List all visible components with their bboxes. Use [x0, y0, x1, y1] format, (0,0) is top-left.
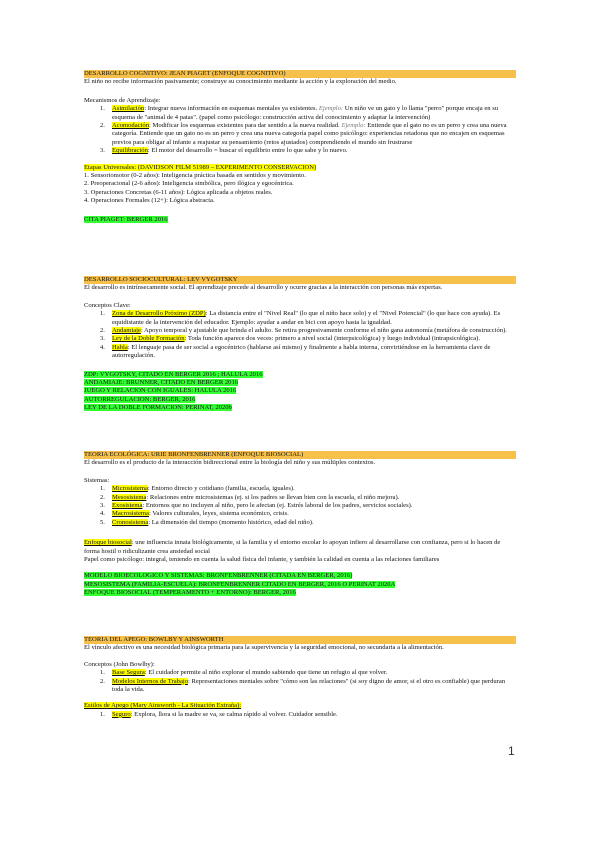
list-item: 3. Ley de la Doble Formación: Toda función aparece dos veces: primero a nivel social (interpsicológica) y luego individual (intrapsicológica).	[100, 335, 481, 343]
term: Seguro	[112, 710, 131, 718]
mechanisms-label: Mecanismos de Aprendizaje:	[84, 96, 161, 104]
role-paragraph: Papel como psicólogo: integral, teniendo en cuenta la salud física del infante, y también la calidad en cuenta a las relaciones familiares	[84, 556, 440, 564]
page-number: 1	[508, 744, 515, 758]
list-item: 4. Habla: El lenguaje pasa de ser social a egocéntrico (hablarse así mismo) y finalmente a habla interna, convirtiéndose en la herramienta clave de autorregulación.	[100, 343, 491, 360]
citation: ANDAMIAJE: BRUNNER, CITADO EN BERGER 2016	[84, 379, 239, 387]
stages-title: Etapas Universales: (DAVIDSON FILM 51989 – EXPERIMENTO CONSERVACION)	[84, 163, 317, 171]
citation: MESOSISTEMA (FAMILIA-ESCUELA): BRONFENBRENNER CITADO EN BERGER, 2016 O PERINAT 2020A	[84, 580, 396, 588]
systems-label: Sistemas:	[84, 476, 110, 484]
section-title: DESARROLLO SOCIOCULTURAL: LEV VYGOTSKY	[84, 276, 516, 284]
systems-list	[84, 485, 516, 527]
stage-item: 1. Sensoriomotor (0-2 años): Inteligencia práctica basada en sentidos y movimiento.	[84, 172, 306, 180]
term: Asimilación	[112, 105, 145, 113]
concepts-label: Conceptos Clave:	[84, 301, 131, 309]
section-intro: El desarrollo es intrínsecamente social. El aprendizaje precede al desarrollo y ocurre gracias a la interacción con personas más expertas.	[84, 284, 443, 292]
stage-item: 2. Preoperacional (2-6 años): Inteligencia simbólica, pero ilógica y egocéntrica.	[84, 180, 294, 188]
term: Exosistema	[112, 502, 143, 510]
citation: CITA PIAGET: BERGER 2016	[84, 215, 168, 223]
list-item: 1. Base Segura: El cuidador permite al niño explorar el mundo sabiendo que tiene un refugio al que volver.	[100, 669, 388, 677]
section-attachment	[84, 636, 516, 719]
stage-item: 3. Operaciones Concretas (6-11 años): Lógica aplicada a objetos reales.	[84, 188, 273, 196]
biosocial-paragraph: Enfoque biosocial: une influencia innata biológicamente, si la familia y el entorno escolar lo apoyan infiero al desarrollarse con confianza, pero si lo hacen de forma hostil o ridiculizante crea ansiedad social	[84, 539, 501, 555]
section-title: TEORIA ECOLÓGICA: URIE BRONFENBRENNER (ENFOQUE BIOSOCIAL)	[84, 451, 516, 459]
list-item: 2. Andamiaje: Apoyo temporal y ajustable que brinda el adulto. Se retira progresivamente conforme el niño gana autonomía (metáfora de construcción).	[100, 327, 507, 335]
list-item: 2. Acomodación: Modificar los esquemas existentes para dar sentido a la nueva realidad. Ejemplo: Entiende que el gato no es un perro y crea una nueva categoría. Entiende que un gato no es un perro y crea una nueva categoría papel como psicólogo: experiencias retadoras que no encajen en esquemas previos para obligar al infante a reajustar su pensamiento (retos ajustados) comprendiendo el mundo sin frustrarse	[100, 122, 507, 146]
citation: LEY DE LA DOBLE FORMACION: PERINAT, 2020b	[84, 404, 232, 412]
term: Microsistema	[112, 485, 148, 493]
citation: ENFOQUE BIOSOCIAL (TEMPERAMENTO + ENTORNO): BERGER, 2016	[84, 589, 296, 597]
concepts-list	[84, 310, 516, 360]
list-item: 3. Equilibración: El motor del desarrollo = buscar el equilibrio entre lo que sabe y lo nuevo.	[100, 147, 348, 155]
section-title: DESARROLLO COGNITIVO: JEAN PIAGET (ENFOQUE COGNITIVO)	[84, 70, 516, 78]
section-intro: El niño no recibe información pasivamente; construye su conocimiento mediante la acción y la exploración del medio.	[84, 78, 397, 86]
list-item: 1. Microsistema: Entorno directo y cotidiano (familia, escuela, iguales).	[100, 485, 295, 493]
term: Mesosistema	[112, 493, 147, 501]
list-item: 2. Modelos Internos de Trabajo: Representaciones mentales sobre "cómo son las relaciones" (si soy digno de amor, si el otro es confiable) que perduran toda la vida.	[100, 677, 506, 694]
section-piaget	[84, 70, 516, 224]
term: Andamiaje	[112, 327, 141, 335]
concepts-label: Conceptos (John Bowlby):	[84, 660, 155, 668]
term: Habla	[112, 343, 128, 351]
term: Macrosistema	[112, 510, 149, 518]
list-item: 2. Mesosistema: Relaciones entre microsistemas (ej. si los padres se llevan bien con la escuela, el niño mejora).	[100, 493, 400, 501]
list-item: 1. Zona de Desarrollo Próximo (ZDP): La distancia entre el "Nivel Real" (lo que el niño hace solo) y el "Nivel Potencial" (lo que hace con ayuda). Es equidistante de la intervención del educador. Ejemplo: ayudar a andar en bici con apoyo hasta la igualdad.	[100, 310, 501, 326]
section-bronfenbrenner	[84, 451, 516, 598]
term: Ley de la Doble Formación	[112, 335, 185, 343]
concepts-list	[84, 669, 516, 694]
citation: ZDP: VYGOTSKY, CITADO EN BERGER 2016 ; HALULA 2016	[84, 370, 263, 378]
term: Zona de Desarrollo Próximo (ZDP)	[112, 310, 206, 318]
list-item: 1. Asimilación: Integrar nueva información en esquemas mentales ya existentes. Ejemplo: Un niño ve un gato y lo llama "perro" porque encaja en su esquema de "animal de 4 patas". (papel como psicólogo: construcción activa del conocimiento y adaptar la intervención)	[100, 105, 499, 121]
list-item: 1. Seguro: Explora, llora si la madre se va, se calma rápido al volver. Cuidador sensible.	[100, 710, 338, 718]
term: Equilibración	[112, 147, 148, 155]
section-title: TEORIA DEL APEGO: BOWLBY Y AINSWORTH	[84, 636, 516, 644]
citation: AUTORREGULACION: BERGER, 2016	[84, 395, 196, 403]
term: Cronosistema	[112, 518, 149, 526]
styles-label: Estilos de Apego (Mary Ainsworth - La Situación Extraña):	[84, 702, 242, 710]
term: Enfoque biosocial	[84, 539, 132, 547]
citation: JUEGO Y RELACION CON IGUALES: HALULA 2016	[84, 387, 237, 395]
stage-item: 4. Operaciones Formales (12+): Lógica abstracta.	[84, 197, 215, 205]
mechanisms-list	[84, 105, 516, 155]
styles-list	[84, 711, 516, 719]
term: Base Segura	[112, 669, 145, 677]
term: Acomodación	[112, 122, 149, 130]
list-item: 5. Cronosistema: La dimensión del tiempo (momento histórico, edad del niño).	[100, 518, 314, 526]
citation: MODELO BIOECOLOGICO Y SISTEMAS: BRONFENBRENNER (CITADA EN BERGER, 2016)	[84, 572, 353, 580]
term: Modelos Internos de Trabajo	[112, 677, 189, 685]
section-intro: El desarrollo es el producto de la interacción bidireccional entre la biología del niño y sus múltiples contextos.	[84, 459, 376, 467]
section-intro: El vínculo afectivo es una necesidad biológica primaria para la supervivencia y la seguridad emocional, no secundaria a la alimentación.	[84, 644, 444, 652]
section-vygotsky	[84, 276, 516, 413]
list-item: 3. Exosistema: Entornos que no incluyen al niño, pero le afectan (ej. Estrés laboral de los padres, servicios sociales).	[100, 502, 413, 510]
list-item: 4. Macrosistema: Valores culturales, leyes, sistema económico, crisis.	[100, 510, 289, 518]
